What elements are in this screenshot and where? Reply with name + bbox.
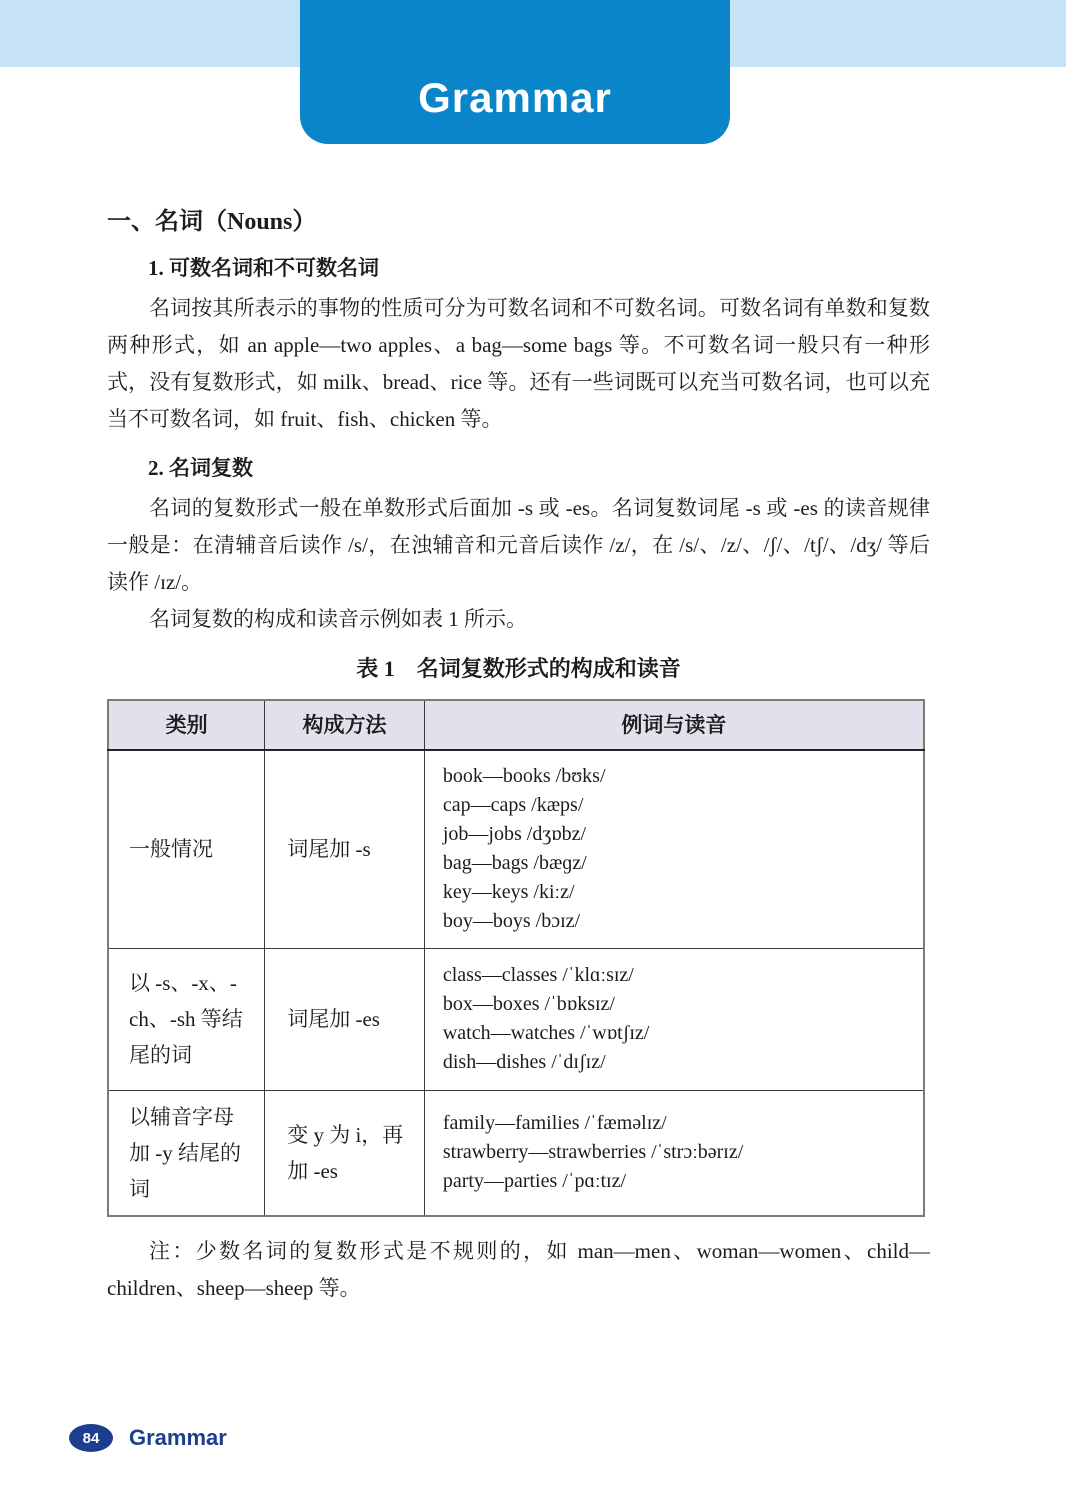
example-line: key—keys /kiːz/ bbox=[442, 881, 575, 904]
table-row bbox=[108, 1090, 924, 1216]
table-caption: 表 1 名词复数形式的构成和读音 bbox=[356, 656, 681, 681]
subsection-1-heading: 1. 可数名词和不可数名词 bbox=[148, 256, 379, 280]
row-category: 以辅音字母加 -y 结尾的词 bbox=[108, 1090, 265, 1216]
table-header-row bbox=[108, 700, 924, 750]
plural-forms-table bbox=[107, 699, 925, 1217]
row-method: 变 y 为 i，再加 -es bbox=[265, 1090, 425, 1216]
table-row bbox=[108, 750, 924, 948]
row-method: 词尾加 -s bbox=[265, 750, 425, 948]
table-note: 注：少数名词的复数形式是不规则的，如 man—men、woman—women、child—children、sheep—sheep 等。 bbox=[107, 1238, 930, 1300]
chapter-title: Grammar bbox=[418, 74, 612, 121]
subsection-2-paragraph-1: 名词的复数形式一般在单数形式后面加 -s 或 -es。名词复数词尾 -s 或 -es 的读音规律一般是：在清辅音后读作 /s/，在浊辅音和元音后读作 /z/，在 /s/、/z/、/ʃ/、/tʃ/、/dʒ/ 等后读作 /ɪz/。 bbox=[107, 496, 930, 594]
footer-chapter-label: Grammar bbox=[129, 1425, 227, 1450]
example-line: strawberry—strawberries /ˈstrɔːbərɪz/ bbox=[442, 1141, 744, 1163]
subsection-1-paragraph: 名词按其所表示的事物的性质可分为可数名词和不可数名词。可数名词有单数和复数两种形式，如 an apple—two apples、a bag—some bags 等。不可数名词一般只有一种形式，没有复数形式，如 milk、bread、rice 等。还有一些词既可以充当可数名词，也可以充当不可数名词，如 fruit、fish、chicken 等。 bbox=[107, 296, 930, 431]
example-line: cap—caps /kæps/ bbox=[442, 794, 584, 817]
row-examples bbox=[424, 1090, 924, 1216]
row-category: 以 -s、-x、-ch、-sh 等结尾的词 bbox=[108, 948, 265, 1090]
page-footer bbox=[69, 1424, 227, 1452]
header-category: 类别 bbox=[108, 700, 265, 750]
example-line: class—classes /ˈklɑːsɪz/ bbox=[442, 964, 634, 986]
example-line: bag—bags /bæɡz/ bbox=[442, 852, 587, 875]
example-line: dish—dishes /ˈdɪʃɪz/ bbox=[442, 1051, 606, 1073]
section-heading: 一、名词（Nouns） bbox=[107, 209, 317, 235]
example-line: watch—watches /ˈwɒtʃɪz/ bbox=[442, 1022, 650, 1044]
header-examples: 例词与读音 bbox=[424, 700, 924, 750]
example-line: job—jobs /dʒɒbz/ bbox=[442, 823, 587, 846]
example-line: party—parties /ˈpɑːtɪz/ bbox=[442, 1170, 627, 1192]
page-number: 84 bbox=[82, 1429, 100, 1447]
table-row bbox=[108, 948, 924, 1090]
subsection-2-paragraph-2: 名词复数的构成和读音示例如表 1 所示。 bbox=[149, 607, 527, 631]
page-number-badge bbox=[69, 1424, 113, 1452]
example-line: box—boxes /ˈbɒksɪz/ bbox=[442, 993, 615, 1015]
subsection-2-heading: 2. 名词复数 bbox=[148, 456, 253, 480]
header-method: 构成方法 bbox=[265, 700, 425, 750]
example-line: family—families /ˈfæməlɪz/ bbox=[442, 1112, 667, 1134]
example-line: book—books /bʊks/ bbox=[442, 765, 606, 788]
row-examples bbox=[424, 948, 924, 1090]
example-line: boy—boys /bɔɪz/ bbox=[442, 910, 581, 933]
row-examples bbox=[424, 750, 924, 948]
row-method: 词尾加 -es bbox=[265, 948, 425, 1090]
row-category: 一般情况 bbox=[108, 750, 265, 948]
